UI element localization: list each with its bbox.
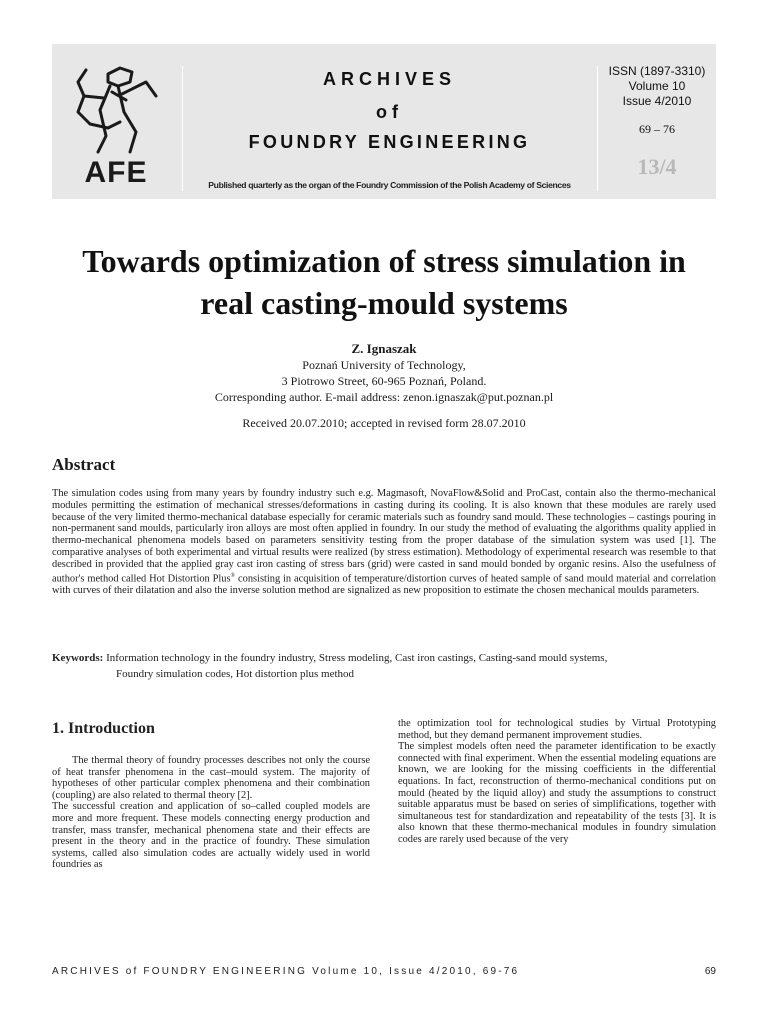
article-title	[40, 240, 728, 324]
paragraph: The successful creation and application of so–called coupled models are more and more frequent. These models connecting energy production and transfer, mass transfer, mechanical phenomena state and their effects are present in the theory and in the practice of foundry. These simulation systems, called also simulation codes are actually widely used in world foundries as	[52, 801, 370, 871]
keywords-text: Foundry simulation codes, Hot distortion plus method	[116, 668, 355, 680]
afe-logo	[60, 52, 172, 189]
paragraph: the optimization tool for technological studies by Virtual Prototyping method, but they demand permanent improvement studies.	[398, 718, 716, 741]
right-column	[398, 718, 716, 846]
page-number: 69	[704, 966, 716, 977]
page-range: 69 – 76	[639, 122, 675, 136]
registered-mark: ®	[230, 572, 236, 579]
logo-text: AFE	[84, 156, 148, 189]
abstract-text-part: consisting in acquisition of temperature/distortion curves of heated sample of sand mould material and correlation with curves of their dilatation and also the inverse solution method are signalized as new proposition to estimate the chosen mechanical moulds parameters.	[52, 573, 716, 596]
abstract-heading: Abstract	[52, 455, 116, 474]
affiliation: Poznań University of Technology,	[302, 358, 466, 372]
received-dates: Received 20.07.2010; accepted in revised form 28.07.2010	[242, 416, 526, 430]
journal-name-line: of	[376, 102, 403, 122]
journal-name-line: ARCHIVES	[322, 69, 456, 89]
left-column	[52, 718, 370, 871]
abstract-text-part: The simulation codes using from many years by foundry industry such e.g. Magmasoft, NovaFlow&Solid and ProCast, contain also the thermo-mechanical modules permitting the estimation of mechanical stresses/deformations in casting during its cooling. It is also known that these modules are rarely used because of the very limited thermo-mechanical database especially for ceramic materials such as foundry sand mould. These technologies – castings pouring in non-permanent sand moulds, particularly iron alloys are most often applied in foundry. In our study the method of evaluating the algorithms quality applied in thermo-mechanical phenomena models based on parameters sensitivity testing from the proper database of the simulation system was used [1]. The comparative analyses of both experimental and virtual results were realized (by stress estimation). Methodology of experimental research was resemble to that described in provided that the applied gray cast iron casting of stress bars (grid) were casted in sand mould bonded by organic resins. Also the usefulness of author's method called Hot Distortion Plus	[52, 488, 716, 585]
section-heading: 1. Introduction	[52, 720, 155, 737]
header-divider	[182, 66, 183, 191]
article-code: 13/4	[637, 154, 677, 179]
title-line: Towards optimization of stress simulation in	[82, 243, 686, 279]
keywords-label: Keywords:	[52, 652, 104, 664]
paragraph: The thermal theory of foundry processes describes not only the course of heat transfer phenomena in the cast–mould system. The majority of hypotheses of other particular complex phenomena and their combination (coupling) are also related to thermal theory [2].	[52, 755, 370, 801]
abstract-text	[52, 488, 716, 597]
publisher-note: Published quarterly as the organ of the Foundry Commission of the Polish Academy of Sciences	[208, 180, 571, 190]
corresponding-author: Corresponding author. E-mail address: zenon.ignaszak@put.poznan.pl	[214, 390, 554, 404]
issn: ISSN (1897-3310)	[608, 64, 706, 78]
running-footer: ARCHIVES of FOUNDRY ENGINEERING Volume 10, Issue 4/2010, 69-76	[52, 966, 520, 977]
title-line: real casting-mould systems	[200, 285, 568, 321]
keywords	[52, 650, 716, 682]
affiliation: 3 Piotrowo Street, 60-965 Poznań, Poland.	[281, 374, 487, 388]
journal-name-line: FOUNDRY ENGINEERING	[248, 132, 531, 152]
journal-header	[52, 44, 716, 199]
volume: Volume 10	[628, 79, 686, 93]
paragraph: The simplest models often need the parameter identification to be exactly connected with final experiment. When the essential modeling equations are known, we are looking for the missing coefficients in the differential equations. In fact, reconstruction of thermo-mechanical conditions put on mould (heated by the liquid alloy) and study the assumptions to construct suitable apparatus must be based on series of simplifications, together with simultaneous test for standardization and repeatability of the tests [3]. It is also known that these thermo-mechanical modules in foundry simulation codes are rarely used because of the very	[398, 741, 716, 845]
foundry-worker-icon	[60, 52, 172, 162]
author-name: Z. Ignaszak	[351, 341, 417, 356]
keywords-text: Information technology in the foundry industry, Stress modeling, Cast iron castings, Casting-sand mould systems,	[103, 652, 608, 664]
issue: Issue 4/2010	[622, 94, 692, 108]
